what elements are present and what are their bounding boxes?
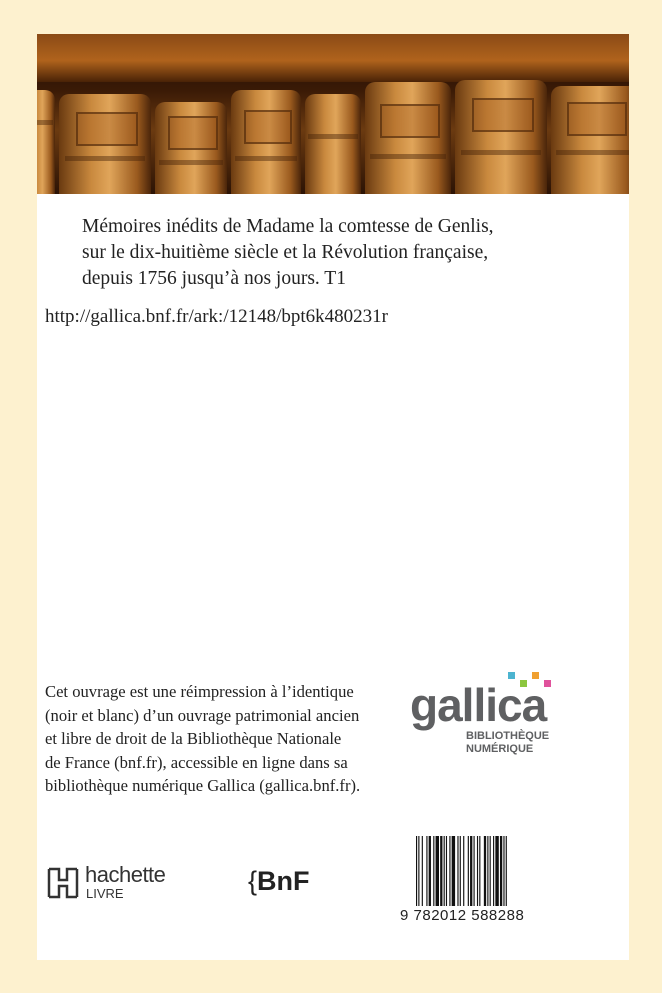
isbn-barcode	[400, 836, 562, 928]
gallica-wordmark: gallica	[410, 679, 547, 731]
gallica-subtitle-line: NUMÉRIQUE	[466, 743, 534, 755]
barcode-bar	[433, 836, 434, 906]
notice-line: bibliothèque numérique Gallica (gallica.bnf.fr).	[45, 776, 361, 795]
title-line: Mémoires inédits de Madame la comtesse de Genlis,	[82, 216, 494, 237]
barcode-bar	[452, 836, 455, 906]
bnf-wordmark: BnF	[257, 866, 310, 896]
barcode-bar	[503, 836, 504, 906]
book-spine	[551, 86, 629, 194]
book-spine	[365, 82, 451, 194]
barcode-bar	[470, 836, 472, 906]
barcode-bar	[477, 836, 478, 906]
book-spine	[37, 90, 55, 194]
book-spine	[231, 90, 301, 194]
book-spine	[455, 80, 547, 194]
library-books-banner-image	[37, 34, 629, 194]
notice-line: (noir et blanc) d’un ouvrage patrimonial ancien	[45, 705, 360, 725]
barcode-bars	[416, 836, 546, 906]
barcode-bar	[495, 836, 498, 906]
barcode-bar	[449, 836, 450, 906]
hachette-h-icon	[47, 866, 79, 900]
livre-wordmark: LIVRE	[86, 886, 124, 901]
book-spine	[59, 94, 151, 194]
barcode-bar	[463, 836, 464, 906]
barcode-bar	[468, 836, 469, 906]
gallica-logo	[410, 672, 550, 762]
book-title	[82, 214, 622, 292]
title-line: depuis 1756 jusqu’à nos jours. T1	[82, 268, 346, 289]
gallica-ark-url[interactable]: http://gallica.bnf.fr/ark:/12148/bpt6k480231r	[45, 306, 388, 327]
barcode-bar	[460, 836, 461, 906]
barcode-bar	[440, 836, 442, 906]
barcode-bar	[479, 836, 480, 906]
barcode-bar	[426, 836, 427, 906]
gallica-subtitle-line: BIBLIOTHÈQUE	[466, 730, 550, 742]
barcode-bar	[429, 836, 431, 906]
barcode-bar	[446, 836, 447, 906]
bnf-brace-glyph: {	[248, 866, 258, 896]
banner-top-book	[37, 34, 629, 82]
barcode-bar	[490, 836, 491, 906]
barcode-bar	[422, 836, 423, 906]
book-spine	[305, 94, 361, 194]
reprint-notice	[45, 680, 445, 798]
barcode-bar	[418, 836, 419, 906]
barcode-bar	[500, 836, 502, 906]
hachette-wordmark: hachette	[85, 862, 166, 887]
barcode-bar	[457, 836, 458, 906]
barcode-bar	[506, 836, 507, 906]
book-spine	[155, 102, 227, 194]
book-back-cover	[37, 34, 629, 960]
barcode-bar	[444, 836, 445, 906]
barcode-bar	[487, 836, 488, 906]
barcode-bar	[436, 836, 439, 906]
title-line: sur le dix-huitième siècle et la Révolution française,	[82, 242, 489, 263]
barcode-bar	[416, 836, 417, 906]
barcode-bar	[474, 836, 475, 906]
notice-line: et libre de droit de la Bibliothèque Nationale	[45, 729, 342, 748]
barcode-bar	[493, 836, 494, 906]
barcode-digits: 9 782012 588288	[400, 907, 525, 924]
notice-line: de France (bnf.fr), accessible en ligne dans sa	[45, 752, 348, 772]
barcode-bar	[484, 836, 486, 906]
notice-line: Cet ouvrage est une réimpression à l’identique	[45, 682, 354, 701]
hachette-livre-logo	[47, 862, 187, 912]
gallica-subtitle	[466, 730, 549, 756]
bnf-logo	[248, 866, 310, 897]
